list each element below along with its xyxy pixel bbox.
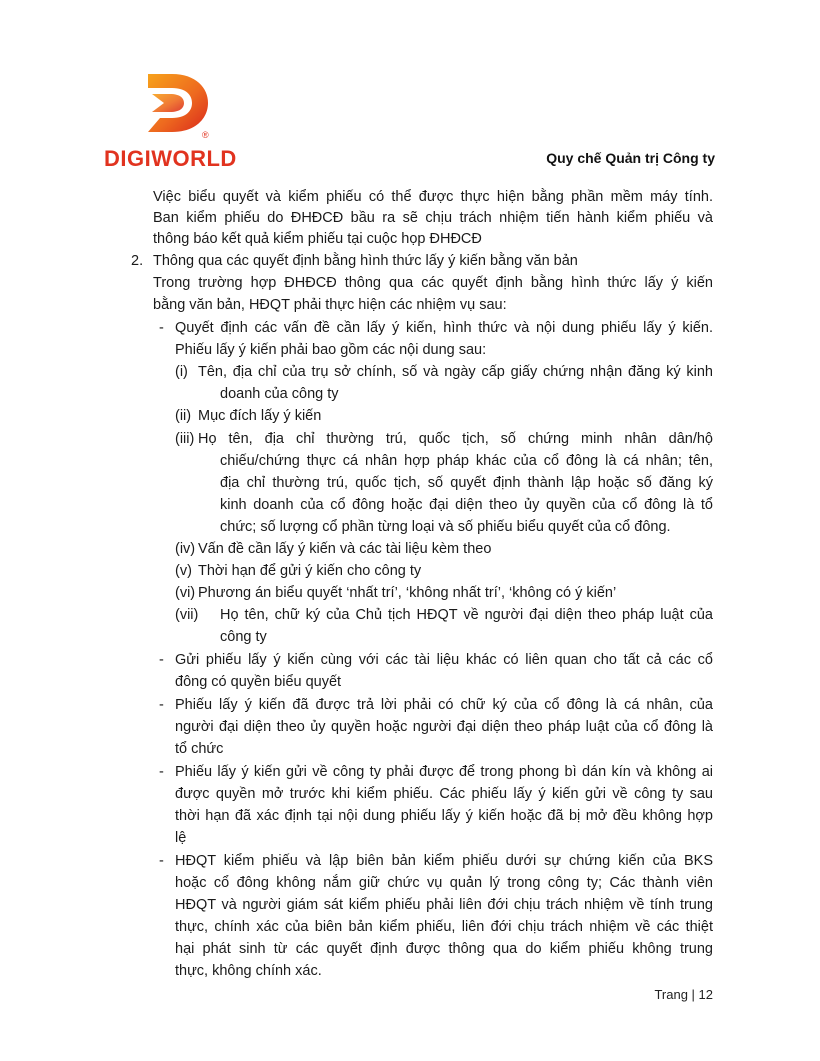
bullet-marker: - bbox=[159, 764, 164, 780]
bullet-line: thực, chính xác của biên bản kiểm phiếu, liên đới chịu trách nhiệm về các thiệt bbox=[175, 919, 713, 935]
sub-item-line: Họ tên, chữ ký của Chủ tịch HĐQT về người đại diện theo pháp luật của bbox=[220, 607, 713, 623]
bullet-line: Phiếu lấy ý kiến gửi về công ty phải được để trong phong bì dán kín và không ai bbox=[175, 764, 713, 780]
sub-item-line: doanh của công ty bbox=[220, 386, 339, 402]
sub-item-marker: (iii) bbox=[175, 431, 195, 447]
sub-item-marker: (vii) bbox=[175, 607, 199, 623]
document-title: Quy chế Quản trị Công ty bbox=[546, 150, 715, 166]
registered-mark: ® bbox=[202, 130, 209, 140]
intro-line: thông báo kết quả kiểm phiếu tại cuộc họp ĐHĐCĐ bbox=[153, 231, 482, 247]
bullet-line: đông có quyền biểu quyết bbox=[175, 674, 342, 690]
bullet-line: lệ bbox=[175, 830, 187, 846]
bullet-line: HĐQT và người giám sát kiểm phiếu phải liên đới chịu trách nhiệm về tính trung bbox=[175, 897, 713, 913]
sub-item-marker: (v) bbox=[175, 563, 192, 579]
sub-item-line: chiếu/chứng thực cá nhân hợp pháp khác của cổ đông là cá nhân; tên, bbox=[220, 453, 713, 469]
sub-item-marker: (ii) bbox=[175, 408, 192, 424]
sub-item-line: Phương án biểu quyết ‘nhất trí’, ‘không nhất trí’, ‘không có ý kiến’ bbox=[198, 585, 617, 601]
sub-item-marker: (i) bbox=[175, 364, 188, 380]
sub-item-line: Vấn đề cần lấy ý kiến và các tài liệu kèm theo bbox=[198, 541, 492, 557]
sub-item-line: Tên, địa chỉ của trụ sở chính, số và ngày cấp giấy chứng nhận đăng ký kinh bbox=[198, 364, 713, 380]
digiworld-d-logo-icon bbox=[142, 72, 210, 134]
bullet-line: người đại diện theo ủy quyền hoặc người đại diện theo pháp luật của cổ đông là bbox=[175, 719, 713, 735]
sub-item-line: kinh doanh của cổ đông hoặc đại diện theo ủy quyền của cổ đông là tổ bbox=[220, 497, 713, 513]
section-heading: Thông qua các quyết định bằng hình thức lấy ý kiến bằng văn bản bbox=[153, 253, 578, 269]
sub-item-line: địa chỉ thường trú, quốc tịch, số quyết định thành lập hoặc số đăng ký bbox=[220, 475, 713, 491]
sub-item-line: Thời hạn để gửi ý kiến cho công ty bbox=[198, 563, 422, 579]
brand-name: DIGIWORLD bbox=[104, 146, 237, 171]
bullet-line: thời hạn đã xác định tại nội dung phiếu lấy ý kiến hoặc đã bị mở đều không hợp bbox=[175, 808, 713, 824]
bullet-marker: - bbox=[159, 320, 164, 336]
bullet-line: được quyền mở trước khi kiểm phiếu. Các phiếu lấy ý kiến gửi về công ty sau bbox=[175, 786, 713, 802]
bullet-line: HĐQT kiểm phiếu và lập biên bản kiểm phiếu dưới sự chứng kiến của BKS bbox=[175, 853, 713, 869]
sub-item-marker: (iv) bbox=[175, 541, 196, 557]
bullet-line: thực, không chính xác. bbox=[175, 963, 322, 979]
sub-item-line: công ty bbox=[220, 629, 267, 645]
bullet-marker: - bbox=[159, 853, 164, 869]
section-number: 2. bbox=[131, 253, 144, 269]
company-logo bbox=[104, 72, 246, 172]
bullet-line: Gửi phiếu lấy ý kiến cùng với các tài liệu khác có liên quan cho tất cả các cổ bbox=[175, 652, 713, 668]
page-number: Trang | 12 bbox=[654, 987, 713, 1002]
bullet-line: Quyết định các vấn đề cần lấy ý kiến, hình thức và nội dung phiếu lấy ý kiến. bbox=[175, 320, 713, 336]
bullet-marker: - bbox=[159, 697, 164, 713]
section-paragraph-line: Trong trường hợp ĐHĐCĐ thông qua các quyết định bằng hình thức lấy ý kiến bbox=[153, 275, 713, 291]
sub-item-line: Mục đích lấy ý kiến bbox=[198, 408, 322, 424]
section-paragraph-line: bằng văn bản, HĐQT phải thực hiện các nhiệm vụ sau: bbox=[153, 297, 507, 313]
intro-line: Việc biểu quyết và kiểm phiếu có thể được thực hiện bằng phần mềm máy tính. bbox=[153, 189, 713, 205]
bullet-line: tổ chức bbox=[175, 741, 224, 757]
bullet-line: Phiếu lấy ý kiến đã được trả lời phải có chữ ký của cổ đông là cá nhân, của bbox=[175, 697, 713, 713]
bullet-line: hoặc cổ đông không nắm giữ chức vụ quản lý trong công ty; Các thành viên bbox=[175, 875, 713, 891]
intro-line: Ban kiểm phiếu do ĐHĐCĐ bầu ra sẽ chịu trách nhiệm tiến hành kiểm phiếu và bbox=[153, 210, 713, 226]
sub-item-marker: (vi) bbox=[175, 585, 196, 601]
sub-item-line: chức; số lượng cổ phần từng loại và số phiếu biểu quyết của cổ đông. bbox=[220, 519, 671, 535]
bullet-line: hại phát sinh từ các quyết định được thông qua do kiểm phiếu không trung bbox=[175, 941, 713, 957]
bullet-line: Phiếu lấy ý kiến phải bao gồm các nội dung sau: bbox=[175, 342, 487, 358]
bullet-marker: - bbox=[159, 652, 164, 668]
sub-item-line: Họ tên, địa chỉ thường trú, quốc tịch, số chứng minh nhân dân/hộ bbox=[198, 431, 713, 447]
